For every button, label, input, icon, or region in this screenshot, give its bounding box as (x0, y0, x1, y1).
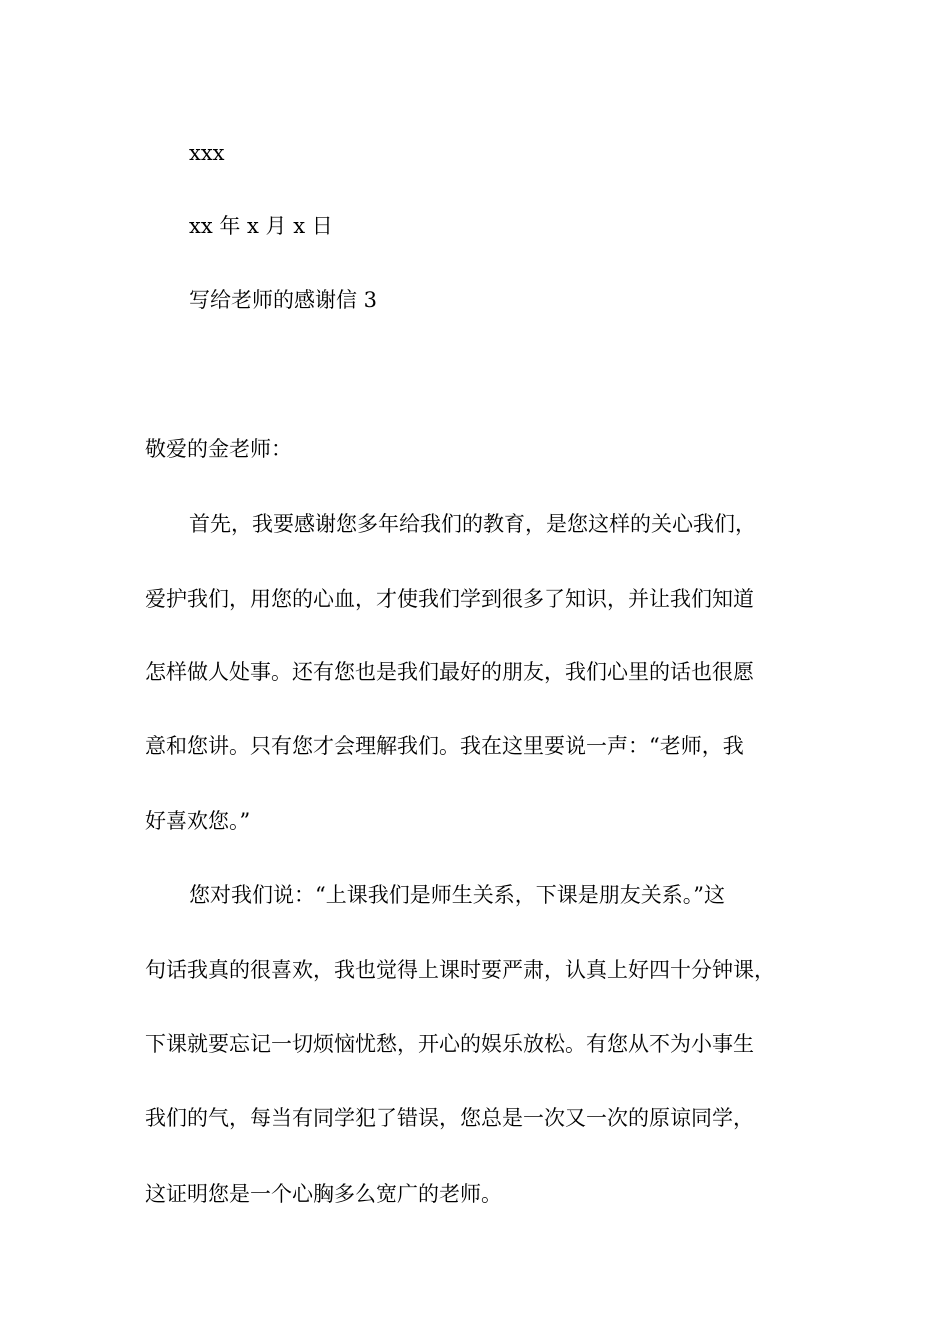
signature: xxx (189, 141, 225, 165)
paragraph-2-line-2: 句话我真的很喜欢，我也觉得上课时要严肃，认真上好四十分钟课， (145, 958, 775, 982)
letter-heading: 写给老师的感谢信 3 (189, 288, 378, 312)
paragraph-1-line-3: 怎样做人处事。还有您也是我们最好的朋友，我们心里的话也很愿 (145, 660, 754, 684)
letter-date: xx 年 x 月 x 日 (189, 214, 333, 238)
paragraph-2-line-5: 这证明您是一个心胸多么宽广的老师。 (145, 1182, 502, 1206)
paragraph-2-line-4: 我们的气，每当有同学犯了错误，您总是一次又一次的原谅同学， (145, 1106, 754, 1130)
paragraph-2-line-3: 下课就要忘记一切烦恼忧愁，开心的娱乐放松。有您从不为小事生 (145, 1032, 754, 1056)
salutation: 敬爱的金老师： (145, 437, 292, 461)
paragraph-2-line-1: 您对我们说：“上课我们是师生关系，下课是朋友关系。”这 (189, 883, 725, 907)
paragraph-1-line-4: 意和您讲。只有您才会理解我们。我在这里要说一声：“老师，我 (145, 734, 744, 758)
paragraph-1-line-1: 首先，我要感谢您多年给我们的教育，是您这样的关心我们， (189, 512, 756, 536)
paragraph-1-line-2: 爱护我们，用您的心血，才使我们学到很多了知识，并让我们知道 (145, 587, 754, 611)
paragraph-1-line-5: 好喜欢您。” (145, 809, 251, 833)
